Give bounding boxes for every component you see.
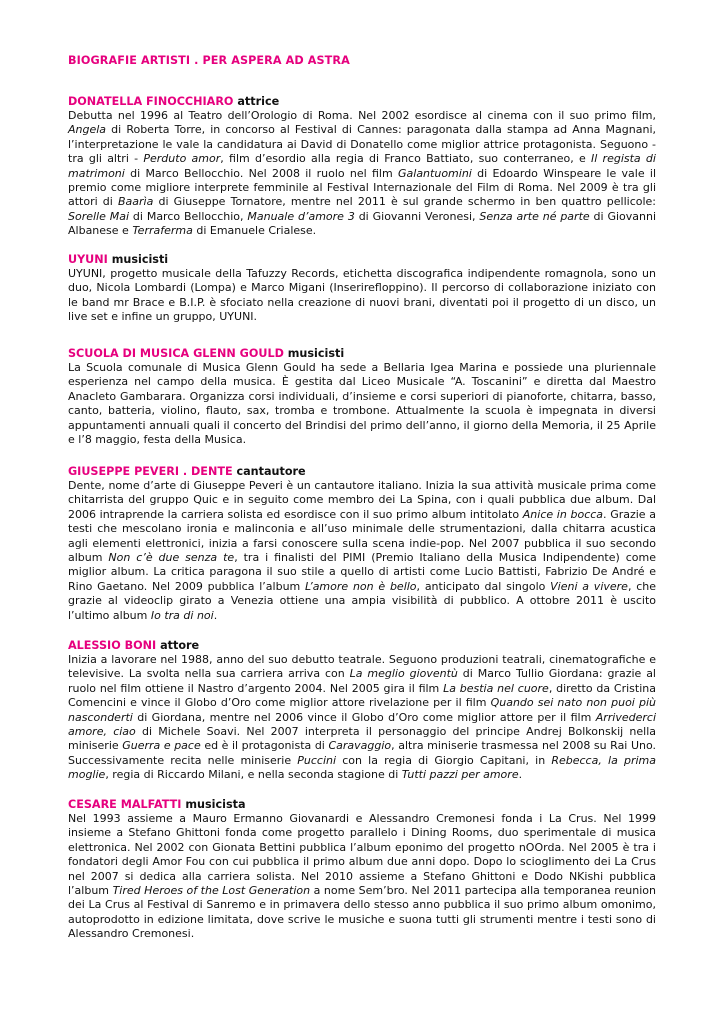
bio-text xyxy=(68,812,656,942)
bio-text-run: di Michele Soavi. Nel 2007 interpreta il personaggio del principe Andrej Bolkonskij nella miniserie xyxy=(68,725,657,753)
bio-text-run: . Grazie a testi che mescolano ironia e malinconia e all’uso minimale delle strumentazioni, dalla chitarra acustica agli elementi elettronici, inizia a farsi conoscere sulla scena indie-pop. Nel 2007 pubblica il suo secondo album xyxy=(68,507,656,565)
bio-text xyxy=(68,267,656,325)
bio-heading xyxy=(68,638,656,653)
bio-text-run: . xyxy=(518,768,523,782)
bio-text xyxy=(68,109,656,239)
bio-text-run: Inizia a lavorare nel 1988, anno del suo debutto teatrale. Seguono produzioni teatrali, cinematografiche e televisive. La svolta nella sua carriera arriva con xyxy=(68,653,656,681)
bio-text-run: di Giovanni Veronesi, xyxy=(354,209,480,223)
bio-text-run: . xyxy=(213,608,218,622)
bio-text-run: , regia di Riccardo Milani, e nella seconda stagione di xyxy=(105,768,402,782)
bio-text-run: Debutta nel 1996 al Teatro dell’Orologio di Roma. Nel 2002 esordisce al cinema con il suo primo film, xyxy=(68,109,656,122)
artist-name: UYUNI xyxy=(68,253,108,266)
artist-name: ALESSIO BONI xyxy=(68,639,157,652)
bio-text-run: di Marco Bellocchio, xyxy=(129,209,248,223)
work-title: Baarìa xyxy=(118,195,154,209)
work-title: Vieni a vivere xyxy=(550,579,628,593)
work-title: Angela xyxy=(68,123,107,137)
bio-text-run: con la regia di Giorgio Capitani, in xyxy=(336,753,552,767)
bio-section-malfatti xyxy=(68,797,656,942)
work-title: Galantuomini xyxy=(398,166,472,180)
work-title: Io tra di noi xyxy=(150,608,214,622)
bio-text-run: di Giordana, mentre nel 2006 vince il Globo d’Oro come miglior attore per il film xyxy=(132,710,596,724)
bio-text-run: Dente, nome d’arte di Giuseppe Peveri è un cantautore italiano. Inizia la sua attività musicale prima come chitarrista del gruppo Quic e in seguito come membro dei La Spina, con i quali pubblica due album. Dal 2006 intraprende la carriera solista ed esordisce con il suo primo album intitolato xyxy=(68,479,656,521)
bio-heading xyxy=(68,797,656,812)
work-title: Quando sei nato non puoi più nasconderti xyxy=(68,696,656,724)
work-title: Senza arte né parte xyxy=(479,209,590,223)
artist-role: attore xyxy=(160,639,200,652)
artist-role: cantautore xyxy=(236,465,306,478)
bio-text xyxy=(68,479,656,623)
work-title: Perduto amor xyxy=(143,152,221,166)
work-title: Manuale d’amore 3 xyxy=(247,209,355,223)
work-title: Puccini xyxy=(297,753,337,767)
work-title: L’amore non è bello xyxy=(305,579,417,593)
bio-text-run: di Roberta Torre, in concorso al Festival di Cannes: paragonata dalla stampa ad Anna Magnani, l’interpretazione le vale la candidatura ai David di Donatello come miglior attrice protagonista. Seguono - tra gli altri - xyxy=(68,123,656,166)
work-title: Anice in bocca xyxy=(522,507,604,521)
work-title: Rebecca, la prima moglie xyxy=(68,753,656,782)
bio-section-finocchiaro xyxy=(68,94,656,239)
bio-text-run: di Edoardo Winspeare le vale il premio come migliore interprete femminile al Festival Internazionale del Film di Roma. Nel 2009 è tra gli attori di xyxy=(68,166,656,209)
artist-role: musicisti xyxy=(287,347,345,360)
work-title: La bestia nel cuore xyxy=(443,681,549,695)
bio-text-run: , tra i finalisti del PIMI (Premio Italiano della Musica Indipendente) come miglior album. La critica paragona il suo stile a quello di artisti come Lucio Battisti, Fabrizio De André e Rino Gaetano. Nel 2009 pubblica l’album xyxy=(68,551,657,593)
artist-role: attrice xyxy=(237,95,280,108)
bio-section-glenn-gould xyxy=(68,346,656,447)
document-title: BIOGRAFIE ARTISTI . PER ASPERA AD ASTRA xyxy=(68,54,350,67)
bio-section-peveri xyxy=(68,464,656,623)
artist-name: DONATELLA FINOCCHIARO xyxy=(68,95,234,108)
bio-text-run: , film d’esordio alla regia di Franco Battiato, suo conterraneo, e xyxy=(220,152,591,166)
work-title: Caravaggio xyxy=(328,739,392,753)
artist-name: SCUOLA DI MUSICA GLENN GOULD xyxy=(68,347,284,360)
bio-text-run: La Scuola comunale di Musica Glenn Gould ha sede a Bellaria Igea Marina e possiede una pluriennale esperienza nel campo della musica. È gestita dal Liceo Musicale “A. Toscanini” e diretta dal Maestro Anacleto Gambarara. Organizza corsi individuali, d’insieme e corsi superiori di pianoforte, chitarra, basso, canto, batteria, violino, flauto, sax, tromba e trombone. Attualmente la scuola è impegnata in diversi appuntamenti annuali quali il concerto del Brindisi del primo dell’anno, il giorno della Memoria, il 25 Aprile e l’8 maggio, festa della Musica. xyxy=(68,361,656,447)
bio-text-run: di Emanuele Crialese. xyxy=(192,224,317,238)
artist-role: musicista xyxy=(185,798,246,811)
bio-text-run: di Giovanni Albanese e xyxy=(68,209,656,238)
work-title: Tutti pazzi per amore xyxy=(401,768,519,782)
work-title: La meglio gioventù xyxy=(349,667,458,681)
bio-heading xyxy=(68,252,656,267)
bio-heading xyxy=(68,464,656,479)
artist-role: musicisti xyxy=(111,253,169,266)
work-title: Terraferma xyxy=(132,224,193,238)
work-title: Guerra e pace xyxy=(122,739,201,753)
work-title: Non c’è due senza te xyxy=(108,551,235,565)
bio-text xyxy=(68,653,656,783)
bio-section-boni xyxy=(68,638,656,783)
work-title: Sorelle Mai xyxy=(68,209,130,223)
bio-text-run: , anticipato dal singolo xyxy=(416,579,551,593)
bio-text-run: , che grazie al videoclip girato a Venezia ottiene una ampia visibilità di pubblico. A ottobre 2011 è uscito l’ultimo album xyxy=(68,579,657,622)
bio-text-run: UYUNI, progetto musicale della Tafuzzy Records, etichetta discografica indipendente romagnola, sono un duo, Nicola Lombardi (Lompa) e Marco Migani (Inserirefloppino). Il percorso di collaborazione iniziato con le band mr Brace e B.I.P. è sfociato nella creazione di nuovi brani, diventati poi il progetto di un disco, un live set e infine un gruppo, UYUNI. xyxy=(68,267,656,324)
bio-section-uyuni xyxy=(68,252,656,325)
bio-text xyxy=(68,361,656,447)
work-title: Arrivederci amore, ciao xyxy=(68,710,656,739)
bio-text-run: di Giuseppe Tornatore, mentre nel 2011 è sul grande schermo in ben quattro pellicole: xyxy=(153,195,656,209)
bio-text-run: a nome Sem’bro. Nel 2011 partecipa alla temporanea reunion dei La Crus al Festival di Sanremo e in primavera dello stesso anno pubblica il suo primo album omonimo, autoprodotto in edizione limitata, dove scrive le musiche e suona tutti gli strumenti mentre i testi sono di Alessandro Cremonesi. xyxy=(68,884,657,941)
bio-text-run: , diretto da Cristina Comencini e vince il Globo d’Oro come miglior attore rivelazione per il film xyxy=(68,681,656,710)
bio-text-run: , altra miniserie trasmessa nel 2008 su Rai Uno. Successivamente recita nelle miniserie xyxy=(68,739,656,767)
bio-text-run: Nel 1993 assieme a Mauro Ermanno Giovanardi e Alessandro Cremonesi fonda i La Crus. Nel 1999 insieme a Stefano Ghittoni fonda come progetto parallelo i Dining Rooms, duo sperimentale di musica elettronica. Nel 2002 con Gionata Bettini pubblica l’album eponimo del progetto nOOrda. Nel 2005 è tra i fondatori degli Amor Fou con cui pubblica il primo album due anni dopo. Dopo lo scioglimento dei La Crus nel 2007 si dedica alla carriera solista. Nel 2010 assieme a Stefano Ghittoni e Dodo NKishi pubblica l’album xyxy=(68,812,656,898)
bio-text-run: ed è il protagonista di xyxy=(200,739,329,753)
work-title: Il regista di matrimoni xyxy=(68,152,656,180)
bio-heading xyxy=(68,94,656,109)
artist-name: CESARE MALFATTI xyxy=(68,798,182,811)
work-title: Tired Heroes of the Lost Generation xyxy=(112,884,311,898)
bio-heading xyxy=(68,346,656,361)
bio-text-run: di Marco Bellocchio. Nel 2008 il ruolo nel film xyxy=(124,166,398,180)
bio-text-run: di Marco Tullio Giordana: grazie al ruolo nel film ottiene il Nastro d’argento 2004. Nel 2005 gira il film xyxy=(68,667,656,695)
artist-name: GIUSEPPE PEVERI . DENTE xyxy=(68,465,233,478)
